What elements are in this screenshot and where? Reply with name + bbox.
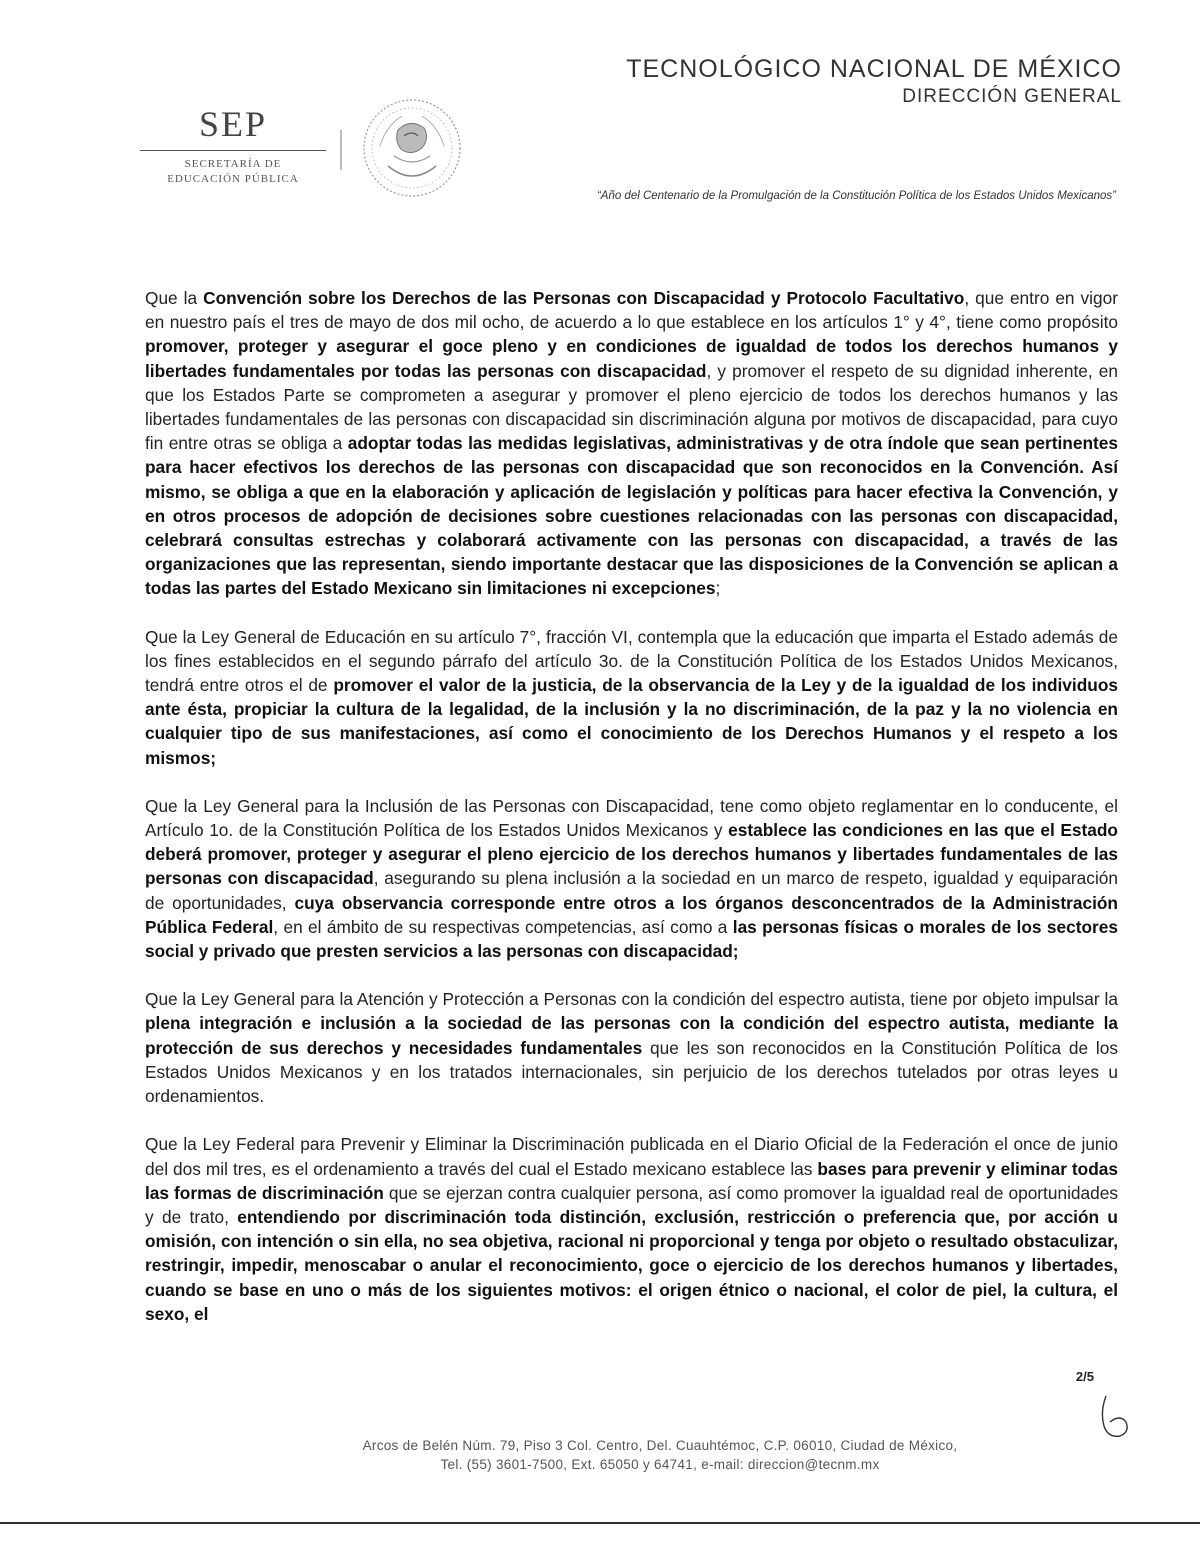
paragraph-ley-general-educacion bbox=[145, 625, 1118, 770]
footer-phone-email: Tel. (55) 3601-7500, Ext. 65050 y 64741, e-mail: direccion@tecnm.mx bbox=[440, 1457, 880, 1472]
sep-logo-text: SEP bbox=[198, 104, 268, 144]
paragraph-bold-run: entendiendo por discriminación toda distinción, exclusión, restricción o preferencia que, por acción u omisión, con intención o sin ella, no sea objetiva, racional ni proporcional y tenga por objeto o resultado obstaculizar, restringir, impedir, menoscabar o anular el reconocimiento, goce o ejercicio de los derechos humanos y libertades, cuando se base en uno o más de los siguientes motivos: el origen étnico o nacional, el color de piel, la cultura, el sexo, el bbox=[145, 1206, 1118, 1324]
year-motto: “Año del Centenario de la Promulgación de la Constitución Política de los Estados Unidos Mexicanos” bbox=[596, 190, 1116, 202]
paragraph-bold-run: plena integración e inclusión a la sociedad de las personas con la condición del espectro autista, mediante la protección de sus derechos y necesidades fundamentales bbox=[145, 1013, 1118, 1058]
paragraph-text-run: Que la bbox=[145, 288, 204, 308]
sep-logo bbox=[138, 104, 328, 187]
paragraph-text-run: , en el ámbito de su respectivas competencias, así como a bbox=[273, 916, 733, 937]
sep-logo-rule bbox=[140, 150, 326, 151]
paragraph-text-run: , asegurando su plena inclusión a la sociedad en un marco de respeto, igualdad y equiparación de oportunidades, bbox=[145, 868, 1118, 913]
footer-address: Arcos de Belén Núm. 79, Piso 3 Col. Centro, Del. Cuauhtémoc, C.P. 06010, Ciudad de México, bbox=[362, 1438, 958, 1453]
paragraph-text-run: ; bbox=[715, 578, 721, 599]
paragraph-text-run: Que la Ley General para la Inclusión de las Personas con Discapacidad, tene como objeto reglamentar en lo conducente, el Artículo 1o. de la Constitución Política de los Estados Unidos Mexicanos y bbox=[145, 795, 1118, 841]
handwritten-mark-icon bbox=[1096, 1392, 1140, 1442]
footer-rule bbox=[0, 1522, 1200, 1524]
sep-name-line2: EDUCACIÓN PÚBLICA bbox=[167, 173, 299, 185]
paragraph-text-run: Que la Ley General de Educación en su artículo 7°, fracción VI, contempla que la educación que imparta el Estado además de los fines establecidos en el segundo párrafo del artículo 3o. de la Constitución Política de los Estados Unidos Mexicanos, tendrá entre otros el de bbox=[145, 626, 1118, 696]
paragraph-text-run: Que la Ley General para la Atención y Protección a Personas con la condición del espectro autista, tiene por objeto impulsar la bbox=[145, 989, 1118, 1010]
paragraph-text-run: , y promover el respeto de su dignidad inherente, en que los Estados Parte se comprometen a asegurar y promover el pleno ejercicio de todos los derechos humanos y las libertades fundamentales de las personas con discapacidad sin discriminación alguna por motivos de discapacidad, para cuyo fin entre otras se obliga a bbox=[145, 360, 1118, 454]
paragraph-bold-run: establece las condiciones en las que el Estado deberá promover, proteger y asegurar el pleno ejercicio de los derechos humanos y libertades fundamentales de las personas con discapacidad bbox=[145, 820, 1118, 889]
document-body bbox=[145, 286, 1118, 1350]
paragraph-convencion bbox=[145, 286, 1118, 601]
paragraph-bold-run: promover el valor de la justicia, de la observancia de la Ley y de la igualdad de los individuos ante ésta, propiciar la cultura de la legalidad, de la inclusión y la no discriminación, de la paz y la no violencia en cualquier tipo de sus manifestaciones, así como el conocimiento de los Derechos Humanos y el respeto a los mismos; bbox=[145, 675, 1118, 768]
paragraph-ley-espectro-autista bbox=[145, 987, 1118, 1108]
sep-name-line1: SECRETARÍA DE bbox=[184, 158, 282, 170]
paragraph-bold-run: Convención sobre los Derechos de las Personas con Discapacidad y Protocolo Facultativo bbox=[203, 288, 965, 308]
page-number: 2/5 bbox=[1075, 1369, 1094, 1384]
paragraph-bold-run: las personas físicas o morales de los sectores social y privado que presten servicios a las personas con discapacidad; bbox=[145, 916, 1118, 962]
footer-contact bbox=[0, 1436, 1200, 1474]
paragraph-bold-run: bases para prevenir y eliminar todas las formas de discriminación bbox=[145, 1158, 1118, 1203]
institution-title: TECNOLÓGICO NACIONAL DE MÉXICO bbox=[626, 55, 1122, 83]
paragraph-text-run: Que la Ley Federal para Prevenir y Eliminar la Discriminación publicada en el Diario Oficial de la Federación el once de junio del dos mil tres, es el ordenamiento a través del cual el Estado mexicano establece las bbox=[145, 1134, 1118, 1179]
paragraph-text-run: que les son reconocidos en la Constitución Política de los Estados Unidos Mexicanos y en los tratados internacionales, sin perjuicio de los derechos tutelados por otras leyes u ordenamientos. bbox=[145, 1037, 1118, 1107]
paragraph-bold-run: promover, proteger y asegurar el goce pleno y en condiciones de igualdad de todos los derechos humanos y libertades fundamentales por todas las personas con discapacidad bbox=[145, 336, 1118, 381]
paragraph-ley-discriminacion bbox=[145, 1132, 1118, 1326]
logo-divider bbox=[340, 130, 342, 170]
paragraph-bold-run: adoptar todas las medidas legislativas, administrativas y de otra índole que sean pertinentes para hacer efectivos los derechos de las personas con discapacidad que son reconocidos en la Convención. Así mismo, se obliga a que en la elaboración y aplicación de legislación y políticas para hacer efectiva la Convención, y en otros procesos de adopción de decisiones sobre cuestiones relacionadas con las personas con discapacidad, celebrará consultas estrechas y colaborará activamente con las personas con discapacidad, a través de las organizaciones que las representan, siendo importante destacar que las disposiciones de la Convención se aplican a todas las partes del Estado Mexicano sin limitaciones ni excepciones bbox=[145, 433, 1118, 599]
paragraph-bold-run: cuya observancia corresponde entre otros a los órganos desconcentrados de la Administración Pública Federal bbox=[145, 892, 1118, 937]
institution-subtitle: DIRECCIÓN GENERAL bbox=[902, 86, 1122, 107]
paragraph-ley-inclusion-discapacidad bbox=[145, 794, 1118, 963]
national-seal-icon bbox=[358, 96, 466, 200]
institution-heading bbox=[626, 54, 1122, 110]
paragraph-text-run: que se ejerzan contra cualquier persona, así como promover la igualdad real de oportunidades y de trato, bbox=[145, 1182, 1119, 1227]
paragraph-text-run: , que entro en vigor en nuestro país el tres de mayo de dos mil ocho, de acuerdo a lo que establece en los artículos 1° y 4°, tiene como propósito bbox=[145, 288, 1118, 333]
